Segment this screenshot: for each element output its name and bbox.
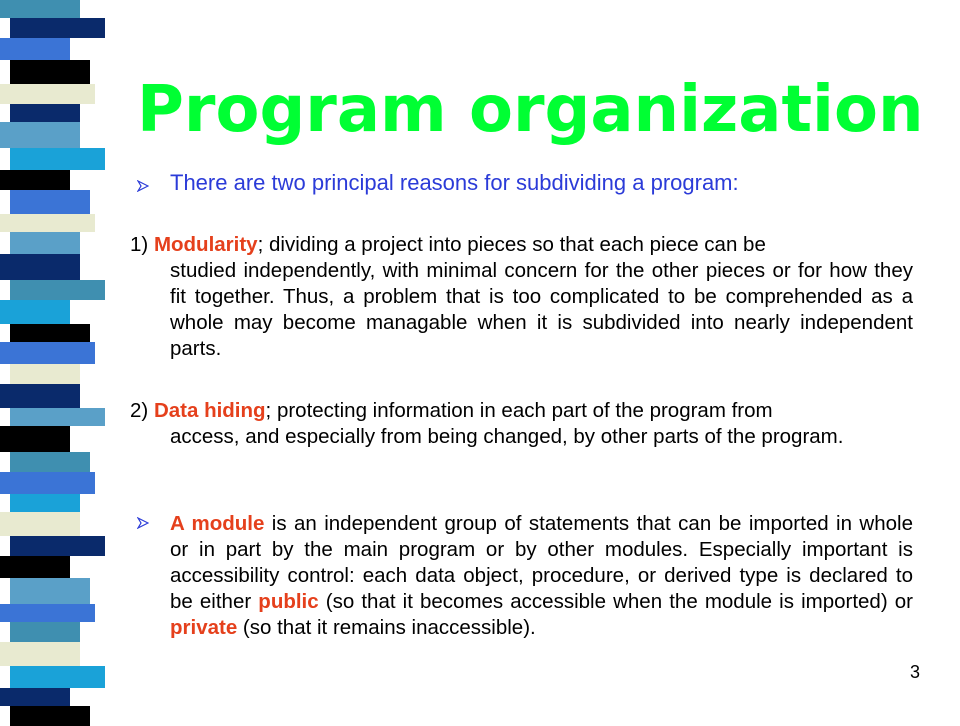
stripe-block [10,452,90,472]
item2-first-text: ; protecting information in each part of the program from [265,399,773,422]
item1-term: Modularity [153,233,258,256]
stripe-block [0,214,95,232]
stripe-block [0,472,95,494]
stripe-block [10,536,105,556]
intro-text: There are two principal reasons for subdividing a program: [170,170,739,195]
module-term: A module [170,512,265,535]
arrow-bullet-icon [137,517,149,529]
stripe-block [10,60,90,84]
item2-prefix: 2) [130,399,154,422]
module-text-c: (so that it remains inaccessible). [237,616,536,639]
stripe-block [10,578,90,604]
item1-prefix: 1) [130,233,154,256]
stripe-block [0,170,70,190]
stripe-block [10,232,80,254]
stripe-block [10,324,90,342]
stripe-block [0,604,95,622]
stripe-block [10,364,80,384]
stripe-block [0,300,70,324]
module-text-a: is an independent group of statements that can be imported in whole or in part by the main program or by other modules. Especially important is accessibility control: each data object, procedure, or derived type is declared to be either [170,512,913,613]
module-text-b: (so that it becomes accessible when the module is imported) or [318,590,913,613]
stripe-block [10,706,90,726]
item2-first-line [130,398,773,424]
stripe-block [0,38,70,60]
module-paragraph [170,511,913,641]
stripe-block [10,190,90,214]
stripe-block [0,0,80,18]
stripe-block [0,254,80,280]
stripe-block [0,84,95,104]
stripe-block [0,342,95,364]
stripe-block [10,148,105,170]
slide-title: Program organization [137,73,924,147]
page-number: 3 [909,662,920,682]
stripe-block [0,688,70,706]
arrow-bullet-icon [137,180,149,192]
stripe-block [0,426,70,452]
stripe-block [0,512,80,536]
stripe-block [10,494,80,512]
stripe-block [10,104,80,122]
item2-term: Data hiding [153,399,266,422]
stripe-block [10,408,105,426]
stripe-block [10,666,105,688]
stripe-block [10,280,105,300]
stripe-block [0,384,80,408]
decorative-stripe [0,0,110,720]
item2-body: access, and especially from being changed, by other parts of the program. [170,425,844,448]
stripe-block [10,18,105,38]
public-keyword: public [258,590,319,613]
private-keyword: private [170,616,238,639]
stripe-block [0,556,70,578]
item1-first-text: ; dividing a project into pieces so that each piece can be [257,233,766,256]
stripe-block [10,622,80,642]
stripe-block [0,122,80,148]
stripe-block [0,642,80,666]
item1-first-line [130,232,766,258]
item1-body: studied independently, with minimal concern for the other pieces or for how they fit together. Thus, a problem that is too complicated to be comprehended as a whole may become managable when it is subdivided into nearly independent parts. [170,259,913,360]
